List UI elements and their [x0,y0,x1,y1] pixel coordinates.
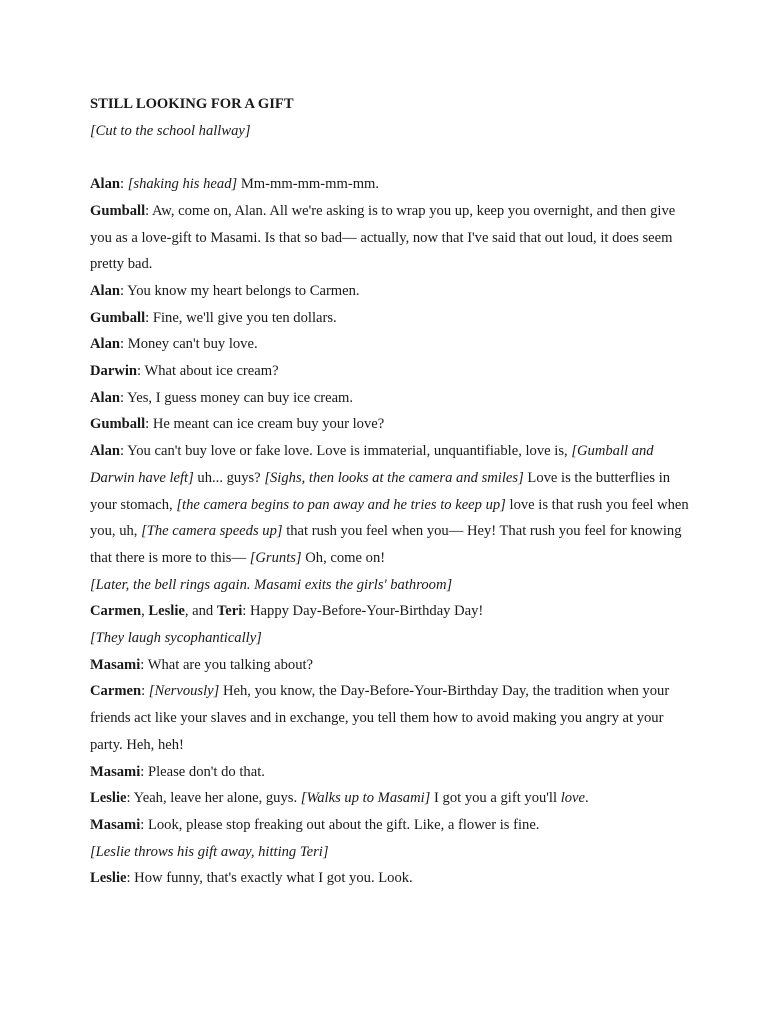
stage-direction-line [90,572,690,599]
dialogue-text: . [585,790,589,807]
dialogue-text: : Yeah, leave her alone, guys. [126,790,301,807]
dialogue-text: : Yes, I guess money can buy ice cream. [120,389,354,406]
dialogue-line [90,759,690,786]
stage-direction: [Gumball and Darwin have left] [90,443,654,486]
dialogue-text: : Look, please stop freaking out about the gift. Like, a flower is fine. [140,816,540,833]
dialogue-line [90,411,690,438]
dialogue-line [90,652,690,679]
dialogue-line [90,438,690,572]
dialogue-text: Mm-mm-mm-mm-mm. [237,176,380,193]
dialogue-text: : What are you talking about? [140,656,314,673]
page-title: STILL LOOKING FOR A GIFT [90,96,294,112]
dialogue-line [90,865,690,892]
speaker-name: Carmen [90,683,142,700]
speaker-name: Alan [90,336,121,353]
dialogue-text: : [141,683,149,700]
speaker-name: Alan [90,176,121,193]
speaker-name: Alan [90,282,121,299]
dialogue-text: : Aw, come on, Alan. All we're asking is to wrap you up, keep you overnight, and then give you as a love-gift to Masami. Is that so bad— actually, now that I've said that out loud, it does seem pretty bad. [90,202,676,273]
blank-line [90,144,690,171]
dialogue-line [90,358,690,385]
speaker-name: Carmen [90,603,142,620]
stage-direction: [shaking his head] [127,176,238,193]
stage-direction: [Sighs, then looks at the camera and smiles] [264,469,524,486]
stage-direction: [the camera begins to pan away and he tries to keep up] [176,496,506,513]
dialogue-line [90,812,690,839]
dialogue-text: : [120,176,128,193]
speaker-name: Masami [90,763,141,780]
stage-direction: [Leslie throws his gift away, hitting Teri] [90,843,329,860]
dialogue-text: , [141,603,149,620]
dialogue-line [90,198,690,278]
dialogue-text: : You can't buy love or fake love. Love is immaterial, unquantifiable, love is, [120,443,572,460]
dialogue-line [90,785,690,812]
speaker-name: Leslie [148,603,185,620]
stage-direction: [The camera speeds up] [141,523,283,540]
dialogue-text: : Fine, we'll give you ten dollars. [145,309,337,326]
script-body [90,118,690,892]
dialogue-line [90,278,690,305]
dialogue-text: , and [184,603,217,620]
stage-direction: [Nervously] [148,683,220,700]
speaker-name: Darwin [90,363,138,380]
dialogue-line [90,598,690,625]
dialogue-line [90,171,690,198]
speaker-name: Leslie [90,870,127,887]
speaker-name: Alan [90,389,121,406]
dialogue-text: Heh, you know, the Day-Before-Your-Birthday Day, the tradition when your friends act like your slaves and in exchange, you tell them how to avoid making you angry at your party. Heh, heh! [90,683,670,753]
speaker-name: Gumball [90,416,146,433]
stage-direction: [Later, the bell rings again. Masami exits the girls' bathroom] [90,576,453,593]
speaker-name: Alan [90,443,121,460]
speaker-name: Leslie [90,790,127,807]
stage-direction: love [560,790,585,807]
speaker-name: Gumball [90,202,146,219]
dialogue-text: Oh, come on! [301,549,386,566]
dialogue-line [90,678,690,758]
dialogue-text: : Money can't buy love. [120,336,258,353]
speaker-name: Masami [90,816,141,833]
stage-direction-line [90,625,690,652]
dialogue-text: love is that rush you feel when you, uh, [90,496,689,540]
dialogue-text: : You know my heart belongs to Carmen. [120,282,360,299]
stage-direction-line [90,839,690,866]
speaker-name: Teri [216,603,243,620]
dialogue-text: : How funny, that's exactly what I got you. Look. [126,870,413,887]
dialogue-text: uh... guys? [193,469,265,486]
speaker-name: Gumball [90,309,146,326]
dialogue-text: : Happy Day-Before-Your-Birthday Day! [242,603,484,620]
dialogue-line [90,331,690,358]
speaker-name: Masami [90,656,141,673]
dialogue-text: that rush you feel when you— Hey! That rush you feel for knowing that there is more to this— [90,523,682,566]
stage-direction: [Walks up to Masami] [300,790,431,807]
dialogue-line [90,305,690,332]
stage-direction-line [90,118,690,145]
dialogue-text: : What about ice cream? [137,363,279,380]
dialogue-text: : Please don't do that. [140,763,265,780]
dialogue-text: Love is the butterflies in your stomach, [90,469,671,513]
stage-direction: [They laugh sycophantically] [90,630,262,647]
stage-direction: [Cut to the school hallway] [90,122,251,139]
script-page [90,91,690,892]
dialogue-text: : He meant can ice cream buy your love? [145,416,385,433]
dialogue-line [90,385,690,412]
stage-direction: [Grunts] [249,549,302,566]
dialogue-text: I got you a gift you'll [430,790,561,807]
